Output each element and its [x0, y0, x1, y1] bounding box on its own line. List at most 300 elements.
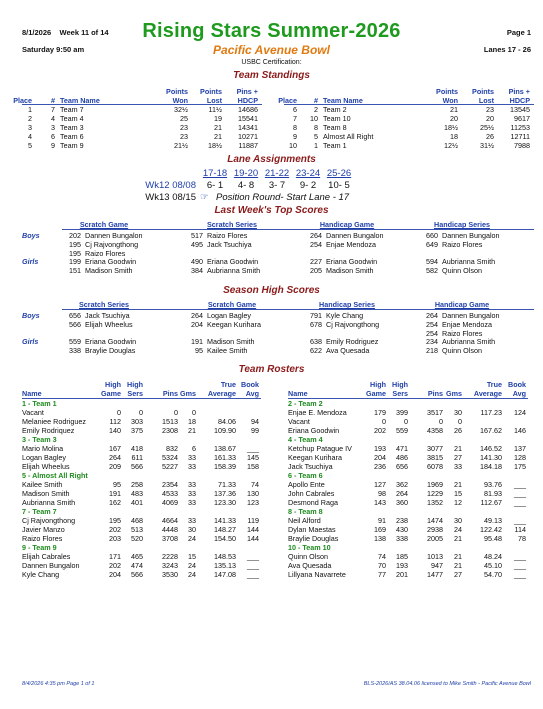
roster-high-game: 264 — [109, 453, 121, 462]
roster-games: 6 — [192, 444, 196, 453]
roster-games: 33 — [188, 516, 196, 525]
roster-true-average: 109.90 — [214, 426, 236, 435]
week12-lane-matchup: 10- 5 — [328, 180, 350, 191]
season-high-boys-score: 204 — [191, 320, 203, 329]
roster-high-game: 236 — [374, 462, 386, 471]
standings-points-won: 18½ — [444, 123, 458, 132]
roster-high-game: 98 — [378, 489, 386, 498]
season-high-header-rule — [62, 309, 534, 310]
roster-true-average: 49.13 — [484, 516, 502, 525]
roster-pins: 4448 — [162, 525, 178, 534]
top-scores-girls-name: Quinn Olson — [442, 266, 482, 275]
top-scores-boys-score: 660 — [426, 231, 438, 240]
roster-pins: 3530 — [162, 570, 178, 579]
roster-games: 21 — [454, 561, 462, 570]
standings-header-place: Place — [13, 96, 32, 105]
roster-pins: 3517 — [427, 408, 443, 417]
roster-pins: 6078 — [427, 462, 443, 471]
roster-pins: 3077 — [427, 444, 443, 453]
roster-games: 26 — [454, 426, 462, 435]
footer-print-info: 8/4/2026 4:35 pm Page 1 of 1 — [22, 681, 95, 687]
top-scores-girls-name: Eriana Goodwin — [326, 257, 378, 266]
roster-true-average: 167.62 — [480, 426, 502, 435]
roster-book-average: 114 — [514, 525, 526, 534]
roster-team-name: 9 - Team 9 — [22, 543, 57, 552]
standings-header-pins: Pins + — [508, 87, 530, 96]
roster-player-name: John Cabrales — [288, 489, 335, 498]
roster-high-series: 399 — [396, 408, 408, 417]
season-high-boys-score: 254 — [426, 320, 438, 329]
standings-place: 9 — [293, 132, 297, 141]
top-scores-girls-name: Eriana Goodwin — [207, 257, 259, 266]
top-scores-girls-name: Madison Smith — [326, 266, 374, 275]
roster-header-name: Name — [288, 389, 308, 398]
season-high-girls-name: Quinn Olson — [442, 346, 482, 355]
roster-high-series: 338 — [396, 534, 408, 543]
top-scores-header: Scratch Game — [79, 220, 129, 229]
section-team-standings: Team Standings — [233, 70, 310, 81]
roster-pins: 0 — [174, 408, 178, 417]
week12-label: Wk12 08/08 — [145, 180, 196, 191]
season-high-boys-label: Boys — [22, 311, 40, 320]
top-scores-girls-name: Aubrianna Smith — [442, 257, 496, 266]
roster-player-name: Logan Bagley — [22, 453, 66, 462]
roster-pins: 1013 — [427, 552, 443, 561]
standings-team-number: 8 — [314, 123, 318, 132]
roster-high-series: 264 — [396, 489, 408, 498]
roster-player-name: Elijah Wheelus — [22, 462, 70, 471]
roster-true-average: 81.93 — [484, 489, 502, 498]
standings-place: 1 — [28, 105, 32, 114]
roster-book-average: 158 — [247, 462, 259, 471]
roster-book-average: 119 — [247, 516, 259, 525]
season-high-girls-name: Emily Rodriguez — [326, 337, 379, 346]
roster-games: 18 — [188, 417, 196, 426]
standings-header-hdcp: HDCP — [509, 96, 530, 105]
standings-team-name: Team 1 — [323, 141, 347, 150]
season-high-girls-score: 638 — [310, 337, 322, 346]
top-scores-boys-name: Raizo Flores — [85, 249, 126, 258]
standings-place: 6 — [293, 105, 297, 114]
roster-true-average: 158.39 — [214, 462, 236, 471]
week12-lane-matchup: 9- 2 — [299, 180, 317, 191]
standings-pins-hdcp: 13545 — [510, 105, 530, 114]
roster-true-average: 45.10 — [484, 561, 502, 570]
top-scores-boys-score: 517 — [191, 231, 203, 240]
roster-pins: 3243 — [162, 561, 178, 570]
roster-player-name: Cj Rajvongthong — [22, 516, 76, 525]
roster-book-average: 175 — [514, 462, 526, 471]
page-number: Page 1 — [506, 28, 531, 37]
standings-header-number: # — [314, 96, 318, 105]
roster-book-average: ___ — [514, 570, 526, 579]
roster-games: 15 — [454, 489, 462, 498]
top-scores-girls-score: 199 — [69, 257, 81, 266]
top-scores-girls-score: 384 — [191, 266, 203, 275]
standings-team-name: Team 3 — [60, 123, 84, 132]
roster-true-average: 148.27 — [214, 525, 236, 534]
top-scores-boys-name: Jack Tsuchiya — [207, 240, 252, 249]
roster-team-name: 10 - Team 10 — [288, 543, 331, 552]
standings-header-place: Place — [278, 96, 297, 105]
top-scores-girls-score: 582 — [426, 266, 438, 275]
report-week: Week 11 of 14 — [59, 28, 109, 37]
standings-team-number: 5 — [314, 132, 318, 141]
standings-points-won: 21½ — [174, 141, 188, 150]
roster-high-game: 202 — [374, 426, 386, 435]
standings-points-lost: 19 — [214, 114, 222, 123]
roster-games: 33 — [188, 498, 196, 507]
week12-lane-matchup: 4- 8 — [237, 180, 255, 191]
roster-high-series: 418 — [131, 444, 143, 453]
top-scores-header: Handicap Series — [434, 220, 490, 229]
top-scores-boys-name: Dannen Bungalon — [442, 231, 500, 240]
standings-points-won: 21 — [450, 105, 458, 114]
roster-games: 12 — [454, 498, 462, 507]
roster-player-name: Keegan Kurihara — [288, 453, 342, 462]
standings-header-hdcp: HDCP — [237, 96, 258, 105]
roster-team-name: 6 - Team 6 — [288, 471, 323, 480]
roster-games: 24 — [188, 534, 196, 543]
roster-header-gms: Gms — [180, 389, 196, 398]
season-high-boys-name: Dannen Bungalon — [442, 311, 500, 320]
roster-pins: 3815 — [427, 453, 443, 462]
week13-label: Wk13 08/15 — [145, 192, 196, 203]
roster-high-game: 112 — [109, 417, 121, 426]
roster-book-average: 144 — [247, 534, 259, 543]
lane-pair-header: 23-24 — [295, 168, 321, 179]
season-high-boys-score: 678 — [310, 320, 322, 329]
roster-team-name: 8 - Team 8 — [288, 507, 323, 516]
roster-high-series: 513 — [131, 525, 143, 534]
roster-games: 33 — [188, 480, 196, 489]
section-lane-assignments: Lane Assignments — [227, 154, 316, 165]
roster-games: 33 — [188, 462, 196, 471]
roster-high-series: 193 — [396, 561, 408, 570]
roster-true-average: 93.76 — [484, 480, 502, 489]
roster-header-true: True — [220, 380, 236, 389]
season-high-girls-name: Aubrianna Smith — [442, 337, 496, 346]
roster-high-series: 559 — [396, 426, 408, 435]
roster-high-game: 203 — [109, 534, 121, 543]
standings-header-points-lost: Points — [472, 87, 494, 96]
roster-book-average: 74 — [251, 480, 259, 489]
roster-games: 21 — [454, 480, 462, 489]
season-high-boys-score: 264 — [191, 311, 203, 320]
roster-high-game: 204 — [109, 570, 121, 579]
roster-high-series: 375 — [131, 426, 143, 435]
standings-team-number: 3 — [51, 123, 55, 132]
roster-header-sers: Sers — [392, 389, 408, 398]
roster-high-game: 0 — [117, 408, 121, 417]
roster-player-name: Quinn Olson — [288, 552, 328, 561]
roster-header-pins: Pins — [427, 389, 443, 398]
roster-games: 21 — [454, 444, 462, 453]
footer-license: BLS-2026/AS 38.04.06 licensed to Mike Smith - Pacific Avenue Bowl — [363, 681, 531, 687]
roster-high-series: 201 — [396, 570, 408, 579]
top-scores-girls-label: Girls — [22, 257, 39, 266]
roster-pins: 1474 — [427, 516, 443, 525]
standings-header-lost: Lost — [206, 96, 222, 105]
roster-true-average: 138.67 — [214, 444, 236, 453]
roster-games: 15 — [188, 552, 196, 561]
roster-player-name: Mario Molina — [22, 444, 64, 453]
season-high-girls-label: Girls — [22, 337, 39, 346]
roster-book-average: 130 — [247, 489, 259, 498]
roster-true-average: 54.70 — [484, 570, 502, 579]
standings-place: 8 — [293, 123, 297, 132]
top-scores-girls-name: Madison Smith — [85, 266, 133, 275]
top-scores-boys-name: Raizo Flores — [442, 240, 483, 249]
roster-high-game: 138 — [374, 534, 386, 543]
lane-pair-header: 17-18 — [202, 168, 228, 179]
roster-player-name: Ketchup Patague IV — [288, 444, 352, 453]
roster-pins: 4069 — [162, 498, 178, 507]
roster-true-average: 148.53 — [214, 552, 236, 561]
roster-player-name: Kyle Chang — [22, 570, 60, 579]
season-high-header: Scratch Game — [207, 300, 257, 309]
season-high-boys-name: Enjae Mendoza — [442, 320, 492, 329]
standings-team-name: Team 2 — [323, 105, 347, 114]
roster-games: 0 — [192, 408, 196, 417]
top-scores-girls-score: 205 — [310, 266, 322, 275]
roster-true-average: 141.30 — [480, 453, 502, 462]
roster-pins: 4664 — [162, 516, 178, 525]
roster-team-name: 4 - Team 4 — [288, 435, 323, 444]
standings-points-lost: 21 — [214, 132, 222, 141]
standings-team-name: Team 4 — [60, 114, 84, 123]
standings-team-name: Team 10 — [323, 114, 351, 123]
season-high-boys-score: 656 — [69, 311, 81, 320]
standings-header-points-lost: Points — [200, 87, 222, 96]
roster-header-avg: Avg — [245, 389, 259, 398]
lane-pair-header: 25-26 — [326, 168, 352, 179]
season-high-boys-name: Elijah Wheelus — [85, 320, 133, 329]
standings-team-number: 2 — [314, 105, 318, 114]
standings-pins-hdcp: 11887 — [238, 141, 258, 150]
roster-high-game: 195 — [109, 516, 121, 525]
roster-player-name: Elijah Cabrales — [22, 552, 71, 561]
standings-team-number: 6 — [51, 132, 55, 141]
pointing-hand-icon: ☞ — [200, 192, 209, 203]
roster-pins: 2308 — [162, 426, 178, 435]
standings-points-won: 23 — [180, 132, 188, 141]
roster-high-series: 566 — [131, 570, 143, 579]
lanes-range: Lanes 17 - 26 — [483, 45, 531, 54]
standings-pins-hdcp: 11253 — [510, 123, 530, 132]
roster-pins: 5227 — [162, 462, 178, 471]
roster-book-average: ___ — [247, 561, 259, 570]
top-scores-boys-score: 254 — [310, 240, 322, 249]
roster-book-average: 144 — [247, 525, 259, 534]
roster-high-game: 95 — [113, 480, 121, 489]
roster-header-book: Book — [508, 380, 526, 389]
season-high-girls-score: 559 — [69, 337, 81, 346]
roster-pins: 1513 — [162, 417, 178, 426]
standings-place: 2 — [28, 114, 32, 123]
roster-header-high: High — [370, 380, 386, 389]
top-scores-boys-label: Boys — [22, 231, 40, 240]
roster-pins: 1229 — [427, 489, 443, 498]
roster-high-series: 465 — [131, 552, 143, 561]
standings-right-rule — [284, 104, 534, 105]
roster-pins: 5324 — [162, 453, 178, 462]
roster-pins: 2938 — [427, 525, 443, 534]
roster-pins: 3708 — [162, 534, 178, 543]
roster-book-average: ___ — [514, 498, 526, 507]
roster-games: 24 — [188, 561, 196, 570]
roster-true-average: 112.67 — [480, 498, 502, 507]
roster-player-name: Lillyana Navarrete — [288, 570, 346, 579]
standings-points-lost: 31½ — [480, 141, 494, 150]
roster-header-rule — [22, 398, 261, 399]
section-team-rosters: Team Rosters — [238, 364, 305, 375]
roster-header-game: Game — [101, 389, 121, 398]
top-scores-header: Scratch Series — [207, 220, 257, 229]
roster-player-name: Ava Quesada — [288, 561, 332, 570]
roster-header-rule — [288, 398, 528, 399]
standings-header-pins: Pins + — [236, 87, 258, 96]
top-scores-boys-score: 202 — [69, 231, 81, 240]
roster-true-average: 95.48 — [484, 534, 502, 543]
roster-header-high: High — [392, 380, 408, 389]
standings-pins-hdcp: 14686 — [238, 105, 258, 114]
top-scores-girls-score: 227 — [310, 257, 322, 266]
roster-book-average: 128 — [514, 453, 526, 462]
roster-header-average: Average — [207, 389, 236, 398]
standings-points-won: 18 — [450, 132, 458, 141]
roster-pins: 2005 — [427, 534, 443, 543]
standings-header-team: Team Name — [60, 96, 100, 105]
top-scores-boys-name: Raizo Flores — [207, 231, 248, 240]
standings-team-name: Team 6 — [60, 132, 84, 141]
standings-team-name: Team 9 — [60, 141, 84, 150]
roster-high-series: 0 — [404, 417, 408, 426]
roster-true-average: 146.52 — [480, 444, 502, 453]
roster-book-average: ___ — [514, 516, 526, 525]
roster-true-average: 147.08 — [214, 570, 236, 579]
roster-player-name: Apollo Ente — [288, 480, 325, 489]
top-scores-boys-score: 649 — [426, 240, 438, 249]
roster-player-name: Enjae E. Mendoza — [288, 408, 347, 417]
roster-high-series: 258 — [131, 480, 143, 489]
roster-book-average: ___ — [247, 444, 259, 453]
season-high-boys-name: Raizo Flores — [442, 329, 483, 338]
roster-header-average: Average — [473, 389, 502, 398]
roster-book-average: ___ — [514, 552, 526, 561]
standings-place: 3 — [28, 123, 32, 132]
season-high-girls-score: 622 — [310, 346, 322, 355]
roster-true-average: 141.33 — [214, 516, 236, 525]
season-high-boys-name: Jack Tsuchiya — [85, 311, 130, 320]
roster-book-average: ___ — [247, 570, 259, 579]
top-scores-boys-name: Dannen Bungalon — [85, 231, 143, 240]
roster-high-series: 238 — [396, 516, 408, 525]
roster-team-name: 1 - Team 1 — [22, 399, 57, 408]
roster-games: 33 — [188, 453, 196, 462]
season-high-header: Handicap Game — [434, 300, 490, 309]
roster-high-series: 303 — [131, 417, 143, 426]
standings-points-lost: 11½ — [208, 105, 222, 114]
roster-team-name: 5 - Almost All Right — [22, 471, 88, 480]
roster-player-name: Madison Smith — [22, 489, 70, 498]
roster-header-avg: Avg — [512, 389, 526, 398]
top-scores-girls-score: 594 — [426, 257, 438, 266]
roster-high-series: 471 — [396, 444, 408, 453]
roster-high-game: 140 — [109, 426, 121, 435]
top-scores-boys-name: Cj Rajvongthong — [85, 240, 139, 249]
roster-games: 33 — [454, 462, 462, 471]
roster-high-game: 91 — [378, 516, 386, 525]
roster-player-name: Raizo Flores — [22, 534, 63, 543]
roster-high-game: 179 — [374, 408, 386, 417]
roster-games: 30 — [188, 525, 196, 534]
roster-high-game: 162 — [109, 498, 121, 507]
season-high-girls-name: Eriana Goodwin — [85, 337, 137, 346]
roster-high-game: 191 — [109, 489, 121, 498]
roster-true-average: 84.06 — [218, 417, 236, 426]
roster-team-name: 3 - Team 3 — [22, 435, 57, 444]
roster-book-average: 146 — [514, 426, 526, 435]
standings-header-won: Won — [442, 96, 458, 105]
roster-player-name: Vacant — [22, 408, 44, 417]
roster-games: 33 — [188, 489, 196, 498]
roster-header-high: High — [105, 380, 121, 389]
roster-high-series: 0 — [139, 408, 143, 417]
roster-player-name: Aubrianna Smith — [22, 498, 76, 507]
roster-high-game: 0 — [382, 417, 386, 426]
roster-true-average: 154.50 — [214, 534, 236, 543]
top-scores-boys-score: 264 — [310, 231, 322, 240]
standings-header-team: Team Name — [323, 96, 363, 105]
roster-high-series: 656 — [396, 462, 408, 471]
roster-high-game: 169 — [374, 525, 386, 534]
season-high-girls-score: 218 — [426, 346, 438, 355]
roster-book-average: 137 — [514, 444, 526, 453]
roster-high-series: 474 — [131, 561, 143, 570]
roster-high-series: 362 — [396, 480, 408, 489]
roster-high-game: 77 — [378, 570, 386, 579]
top-scores-boys-score: 195 — [69, 249, 81, 258]
top-scores-girls-name: Aubrianna Smith — [207, 266, 261, 275]
roster-player-name: Eriana Goodwin — [288, 426, 340, 435]
standings-points-won: 20 — [450, 114, 458, 123]
roster-player-name: Braylie Douglas — [288, 534, 339, 543]
standings-team-number: 4 — [51, 114, 55, 123]
standings-header-won: Won — [172, 96, 188, 105]
roster-high-series: 486 — [396, 453, 408, 462]
standings-points-lost: 21 — [214, 123, 222, 132]
roster-pins: 1969 — [427, 480, 443, 489]
roster-pins: 832 — [166, 444, 178, 453]
standings-team-number: 1 — [314, 141, 318, 150]
roster-header-book: Book — [241, 380, 259, 389]
roster-pins: 1477 — [427, 570, 443, 579]
week12-lane-matchup: 3- 7 — [268, 180, 286, 191]
top-scores-boys-score: 495 — [191, 240, 203, 249]
roster-pins: 0 — [439, 417, 443, 426]
section-season-high-scores: Season High Scores — [223, 285, 320, 296]
roster-header-sers: Sers — [127, 389, 143, 398]
roster-pins: 4358 — [427, 426, 443, 435]
roster-games: 21 — [454, 534, 462, 543]
roster-true-average: 71.33 — [218, 480, 236, 489]
season-high-boys-name: Kyle Chang — [326, 311, 364, 320]
roster-high-series: 566 — [131, 462, 143, 471]
roster-header-gms: Gms — [446, 389, 462, 398]
standings-header-points-won: Points — [436, 87, 458, 96]
standings-header-points-won: Points — [166, 87, 188, 96]
